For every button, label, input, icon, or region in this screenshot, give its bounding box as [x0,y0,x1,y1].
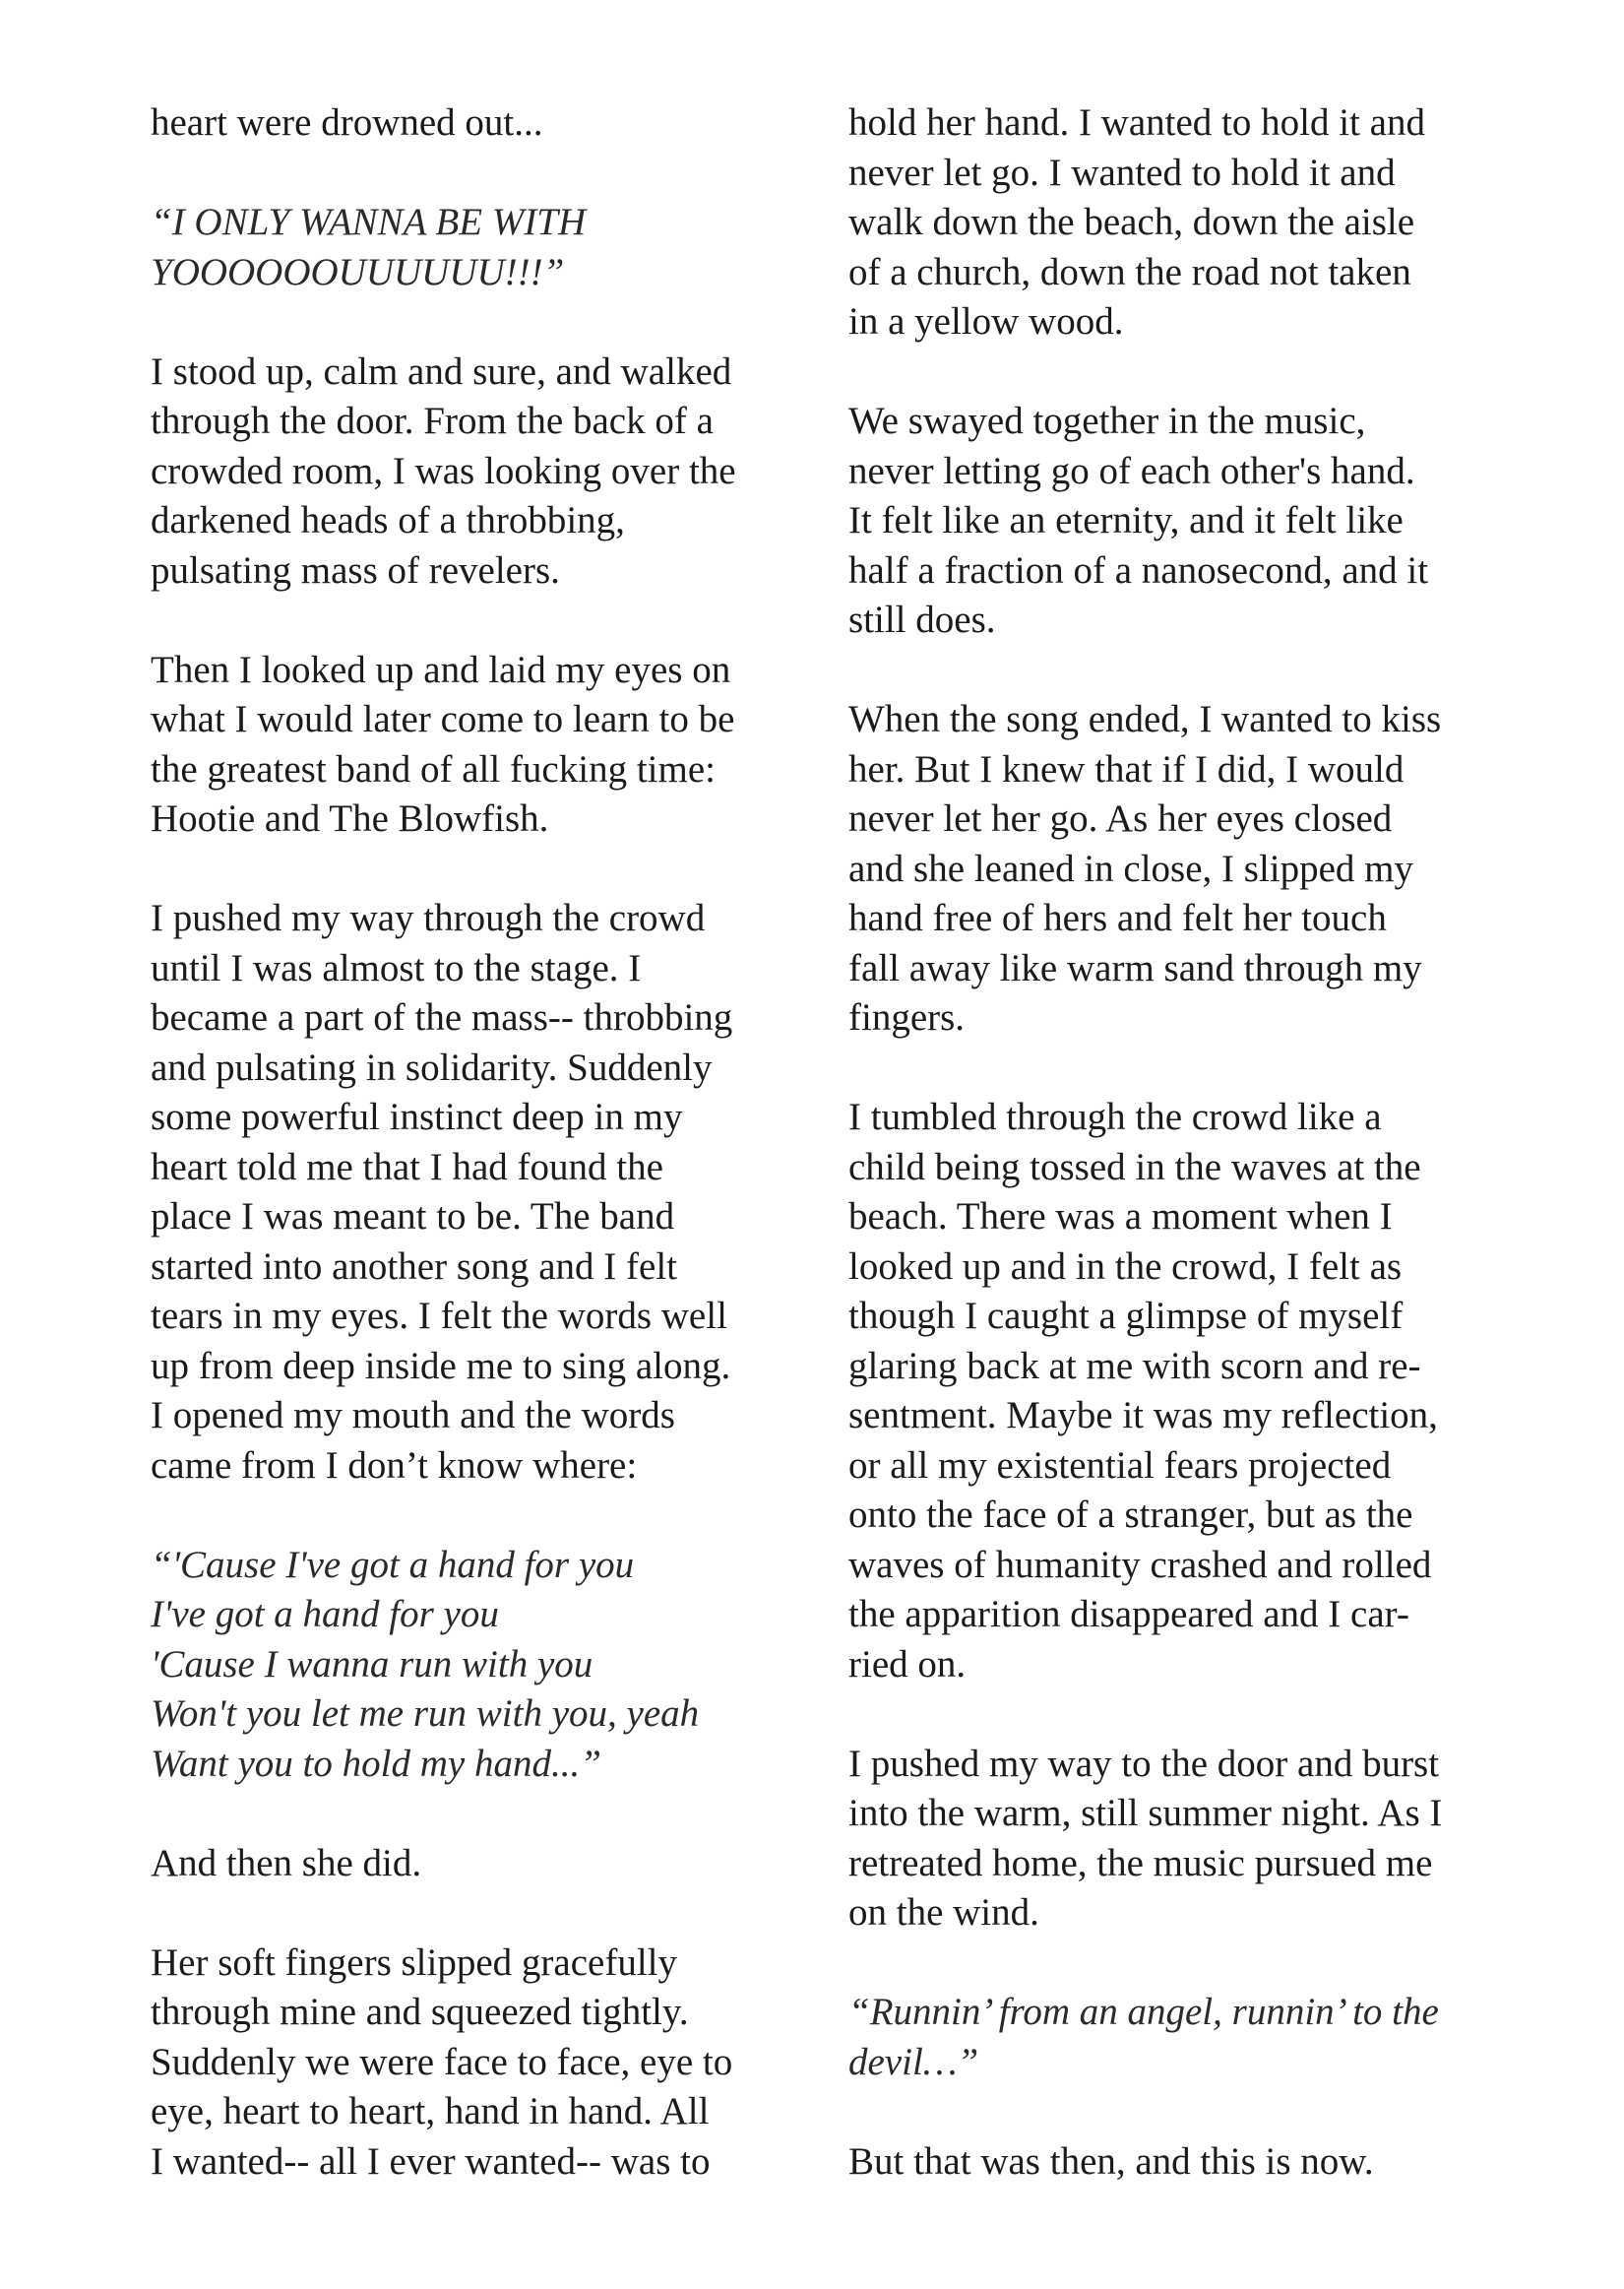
lyric-quote: “I ONLY WANNA BE WITH YOOOOOOUUUUUU!!!” [151,201,587,293]
paragraph: Her soft fingers slipped gracefully through mine and squeezed tightly. Suddenly we were face to face, eye to eye, heart to heart, hand in hand. All I wanted-- all I ever wanted-- was to [151,1940,733,2183]
lyric-quote: “'Cause I've got a hand for you I've got a hand for you 'Cause I wanna run with you Won't you let me run with you, yeah Want you to hold my hand...” [151,1543,700,1785]
paragraph: Then I looked up and laid my eyes on what I would later come to learn to be the greatest band of all fucking time: Hootie and The Blowfish. [151,648,735,840]
left-column [151,98,800,2187]
paragraph: I tumbled through the crowd like a child being tossed in the waves at the beach. There was a moment when I looked up and in the crowd, I felt as though I caught a glimpse of myself glaring back at me with scorn and re- sentment. Maybe it was my reflection, or all my existential fears projected onto the face of a stranger, but as the waves of humanity crashed and rolled the apparition disappeared and I car- ried on. [848,1096,1438,1685]
lyric-quote: “Runnin’ from an angel, runnin’ to the devil…” [848,1991,1439,2083]
right-column [848,98,1498,2187]
paragraph: hold her hand. I wanted to hold it and never let go. I wanted to hold it and walk down the beach, down the aisle of a church, down the road not taken in a yellow wood. [848,101,1425,343]
paragraph: I pushed my way through the crowd until I was almost to the stage. I became a part of the mass-- throbbing and pulsating in solidarity. Suddenly some powerful instinct deep in my heart told me that I had found the place I was meant to be. The band started into another song and I felt tears in my eyes. I felt the words well up from deep inside me to sing along. I opened my mouth and the words came from I don’t know where: [151,897,733,1487]
paragraph: And then she did. [151,1841,422,1884]
paragraph: I pushed my way to the door and burst into the warm, still summer night. As I retreated home, the music pursued me on the wind. [848,1742,1443,1934]
paragraph: We swayed together in the music, never letting go of each other's hand. It felt like an eternity, and it felt like half a fraction of a nanosecond, and it still does. [848,400,1429,641]
paragraph: heart were drowned out... [151,101,543,144]
paragraph: But that was then, and this is now. [848,2139,1374,2183]
paragraph: I stood up, calm and sure, and walked through the door. From the back of a crowded room, I was looking over the darkened heads of a throbbing, pulsating mass of revelers. [151,350,736,592]
paragraph: When the song ended, I wanted to kiss her. But I knew that if I did, I would never let her go. As her eyes closed and she leaned in close, I slipped my hand free of hers and felt her touch fall away like warm sand through my fingers. [848,698,1442,1039]
